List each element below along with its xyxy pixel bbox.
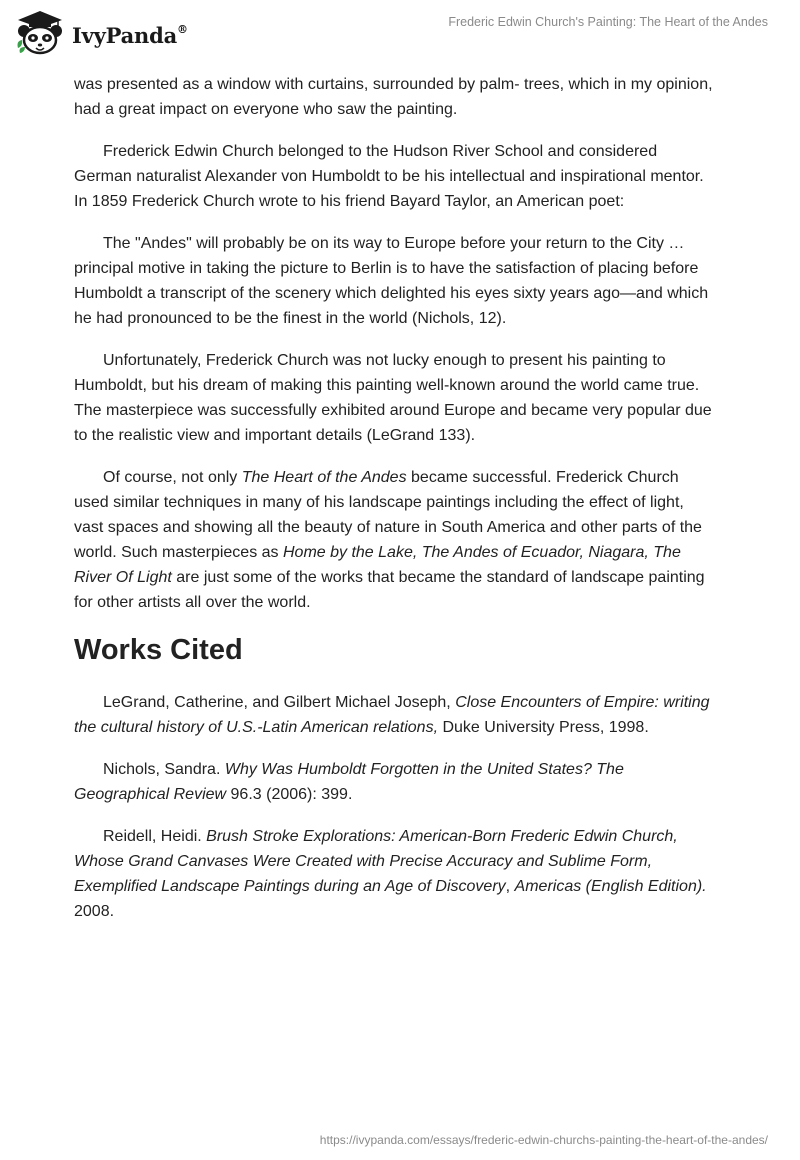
citation-item: Nichols, Sandra. Why Was Humboldt Forgotten in the United States? The Geographical Review 96.3 (2006): 399. bbox=[74, 761, 624, 803]
essay-body bbox=[74, 72, 714, 941]
citation-item: LeGrand, Catherine, and Gilbert Michael Joseph, Close Encounters of Empire: writing the cultural history of U.S.-Latin American relations, Duke University Press, 1998. bbox=[74, 694, 710, 736]
logo-text: IvyPanda® bbox=[72, 22, 188, 48]
paragraph-1: was presented as a window with curtains, surrounded by palm- trees, which in my opinion, had a great impact on everyone who saw the painting. bbox=[74, 76, 713, 118]
panda-logo-icon bbox=[14, 8, 66, 56]
source-url[interactable]: https://ivypanda.com/essays/frederic-edwin-churchs-painting-the-heart-of-the-andes/ bbox=[319, 1133, 768, 1147]
works-cited-heading: Works Cited bbox=[74, 634, 243, 666]
document-title: Frederic Edwin Church's Painting: The Heart of the Andes bbox=[448, 15, 768, 29]
page-header bbox=[0, 0, 800, 70]
paragraph-4: Unfortunately, Frederick Church was not lucky enough to present his painting to Humboldt, but his dream of making this painting well-known around the world came true. The masterpiece was successfully exhibited around Europe and became very popular due to the realistic view and important details (LeGrand 133). bbox=[74, 352, 712, 444]
citation-item: Reidell, Heidi. Brush Stroke Explorations: American-Born Frederic Edwin Church, Whose Grand Canvases Were Created with Precise Accuracy and Sublime Form, Exemplified Landscape Paintings during an Age of Discovery, Americas (English Edition). 2008. bbox=[74, 828, 707, 920]
ivypanda-logo[interactable] bbox=[14, 8, 188, 56]
block-quote: The "Andes" will probably be on its way to Europe before your return to the City … principal motive in taking the picture to Berlin is to have the satisfaction of placing before Humboldt a transcript of the scenery which delighted his eyes sixty years ago—and which he had pronounced to be the finest in the world (Nichols, 12). bbox=[74, 235, 709, 327]
paragraph-2: Frederick Edwin Church belonged to the Hudson River School and considered German naturalist Alexander von Humboldt to be his intellectual and inspirational mentor. In 1859 Frederick Church wrote to his friend Bayard Taylor, an American poet: bbox=[74, 143, 704, 210]
paragraph-5: Of course, not only The Heart of the Andes became successful. Frederick Church used similar techniques in many of his landscape paintings including the effect of light, vast spaces and showing all the beauty of nature in South America and other parts of the world. Such masterpieces as Home by the Lake, The Andes of Ecuador, Niagara, The River Of Light are just some of the works that became the standard of landscape painting for other artists all over the world. bbox=[74, 469, 705, 611]
